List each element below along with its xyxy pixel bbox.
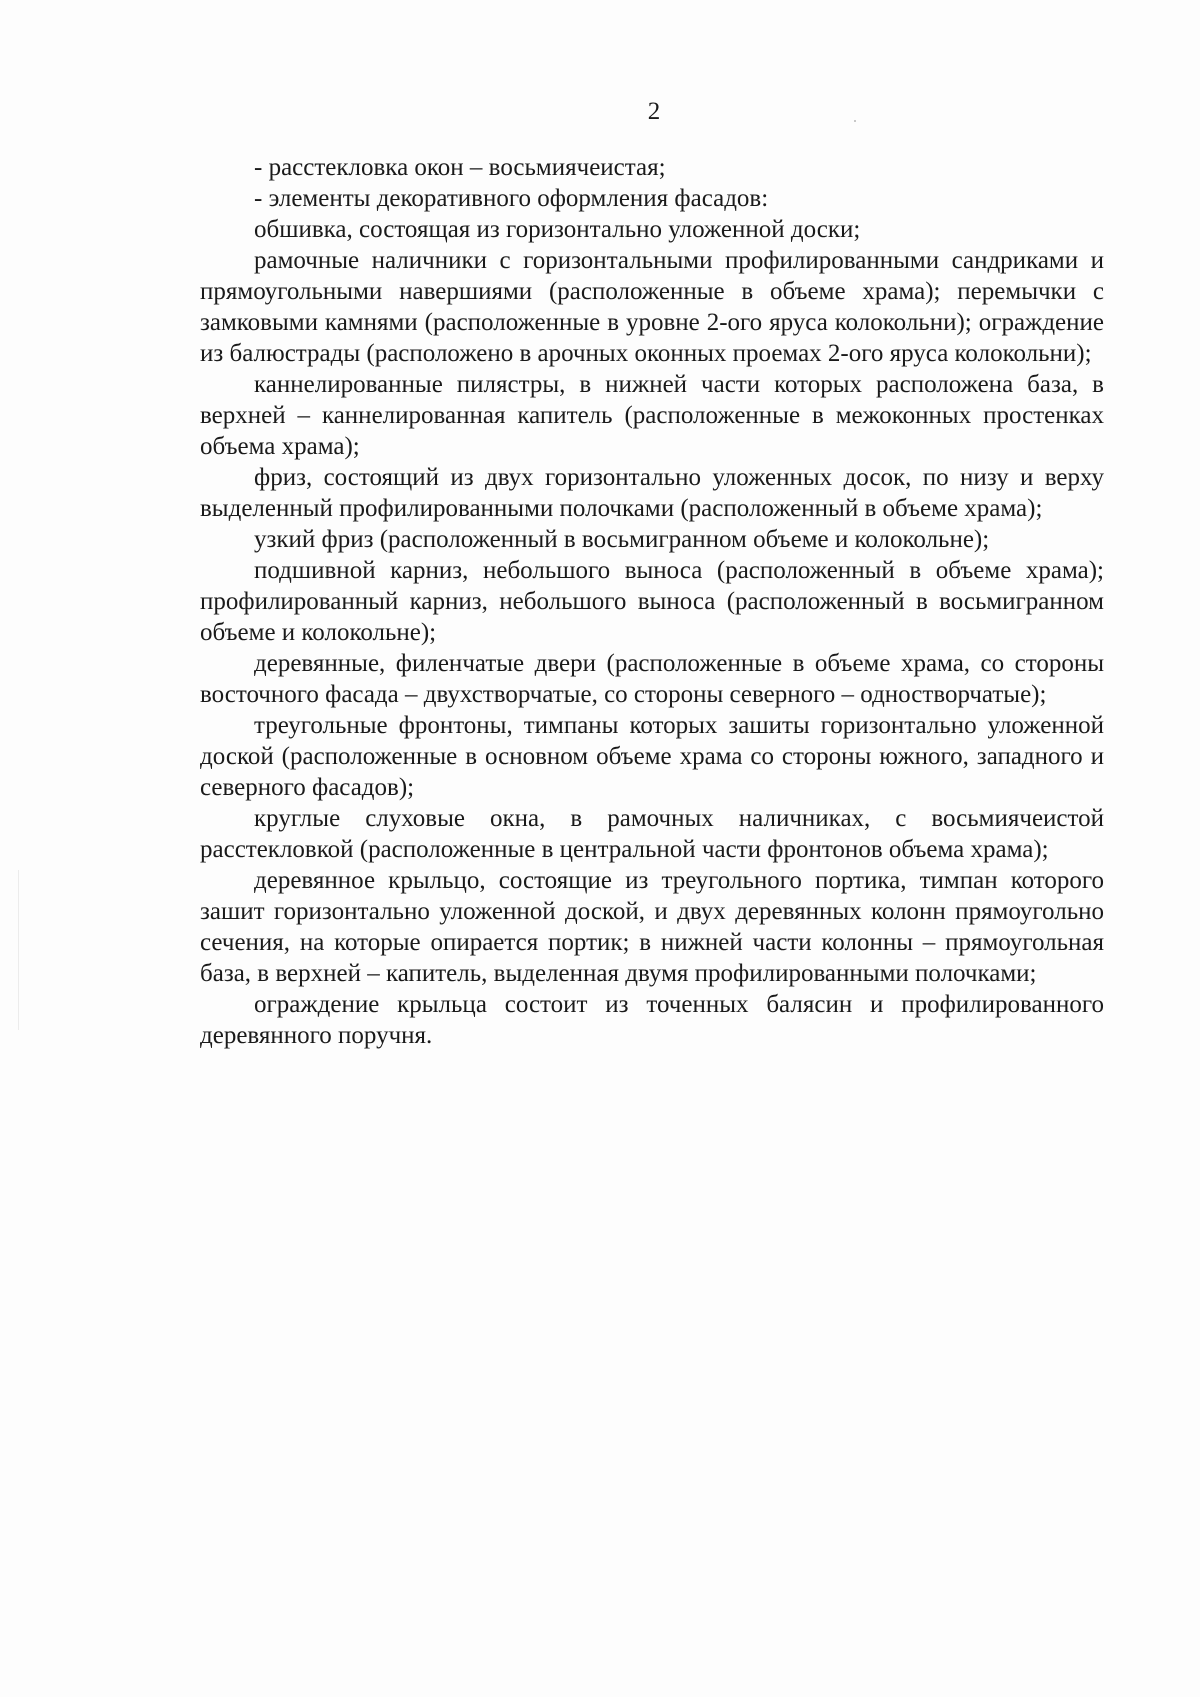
paragraph: - расстекловка окон – восьмиячеистая;	[254, 154, 666, 181]
page-number: 2	[647, 98, 661, 125]
paragraph: деревянное крыльцо, состоящие из треугольного портика, тимпан которого зашит горизонтально уложенной доской, и двух деревянных колонн прямоугольно сечения, на которые опирается портик; в нижней части колонны – прямоугольная база, в верхней – капитель, выделенная двумя профилированными полочками;	[200, 867, 1104, 987]
paragraph: ограждение крыльца состоит из точенных балясин и профилированного деревянного поручня.	[200, 991, 1104, 1049]
paragraph: треугольные фронтоны, тимпаны которых зашиты горизонтально уложенной доской (расположенные в основном объеме храма со стороны южного, западного и северного фасадов);	[200, 712, 1104, 801]
paragraph: подшивной карниз, небольшого выноса (расположенный в объеме храма); профилированный карниз, небольшого выноса (расположенный в восьмигранном объеме и колокольне);	[200, 557, 1104, 646]
paragraph: фриз, состоящий из двух горизонтально уложенных досок, по низу и верху выделенный профилированными полочками (расположенный в объеме храма);	[200, 464, 1104, 522]
document-body	[200, 152, 1104, 1051]
scan-edge-mark	[18, 870, 19, 1030]
paragraph: деревянные, филенчатые двери (расположенные в объеме храма, со стороны восточного фасада – двухстворчатые, со стороны северного – одностворчатые);	[200, 650, 1104, 708]
paragraph: обшивка, состоящая из горизонтально уложенной доски;	[254, 216, 861, 243]
paragraph: - элементы декоративного оформления фасадов:	[254, 185, 769, 212]
paragraph: каннелированные пилястры, в нижней части которых расположена база, в верхней – каннелированная капитель (расположенные в межоконных простенках объема храма);	[200, 371, 1104, 460]
paragraph: рамочные наличники с горизонтальными профилированными сандриками и прямоугольными навершиями (расположенные в объеме храма); перемычки с замковыми камнями (расположенные в уровне 2-ого яруса колокольни); ограждение из балюстрады (расположено в арочных оконных проемах 2-ого яруса колокольни);	[200, 247, 1104, 367]
paragraph: узкий фриз (расположенный в восьмигранном объеме и колокольне);	[254, 526, 990, 553]
paragraph: круглые слуховые окна, в рамочных наличниках, с восьмиячеистой расстекловкой (расположенные в центральной части фронтонов объема храма);	[200, 805, 1104, 863]
